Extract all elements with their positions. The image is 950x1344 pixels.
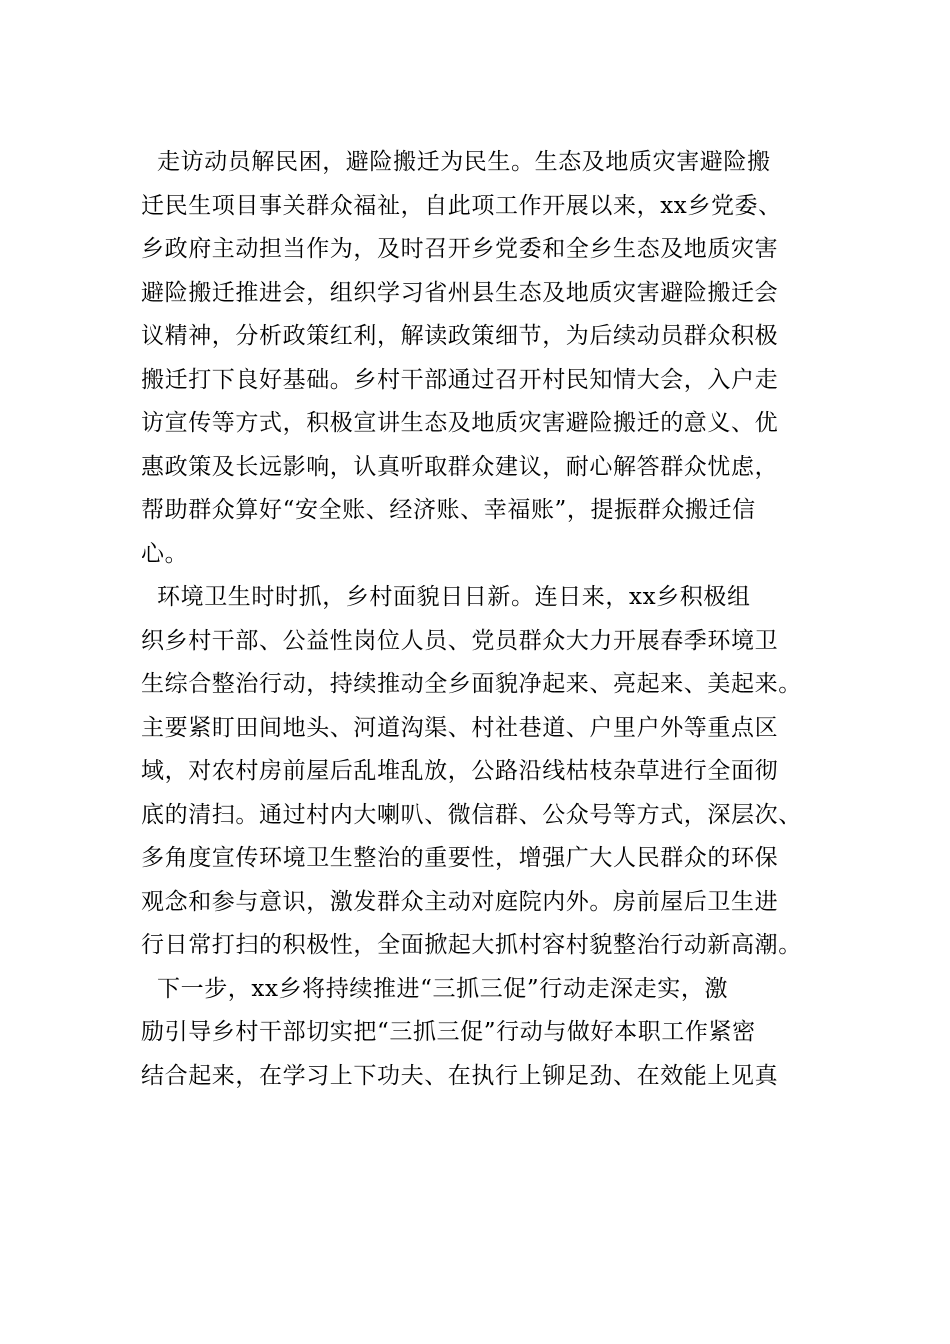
paragraph-relocation [141, 141, 841, 576]
paragraph-line: 访宣传等方式，积极宣讲生态及地质灾害避险搬迁的意义、优 [141, 410, 779, 436]
paragraph-next-steps [141, 968, 841, 1099]
paragraph-line: 乡政府主动担当作为，及时召开乡党委和全乡生态及地质灾害 [141, 236, 779, 262]
paragraph-line: 结合起来，在学习上下功夫、在执行上铆足劲、在效能上见真 [141, 1062, 779, 1089]
paragraph-line: 搬迁打下良好基础。乡村干部通过召开村民知情大会，入户走 [141, 366, 779, 393]
paragraph-line: 底的清扫。通过村内大喇叭、微信群、公众号等方式，深层次、 [141, 801, 802, 828]
paragraph-line: 生综合整治行动，持续推动全乡面貌净起来、亮起来、美起来。 [141, 671, 802, 697]
paragraph-line: 走访动员解民困，避险搬迁为民生。生态及地质灾害避险搬 [157, 149, 771, 175]
paragraph-line: 行日常打扫的积极性，全面掀起大抓村容村貌整治行动新高潮。 [141, 932, 802, 958]
paragraph-line: 避险搬迁推进会，组织学习省州县生态及地质灾害避险搬迁会 [141, 279, 779, 306]
paragraph-line: 迁民生项目事关群众福祉，自此项工作开展以来，xx乡党委、 [141, 192, 782, 219]
paragraph-line: 环境卫生时时抓，乡村面貌日日新。连日来，xx乡积极组 [157, 584, 751, 610]
paragraph-line: 观念和参与意识，激发群众主动对庭院内外。房前屋后卫生进 [141, 888, 779, 915]
paragraph-line: 下一步，xx乡将持续推进“三抓三促”行动走深走实，激 [157, 975, 729, 1002]
paragraph-line: 惠政策及长远影响，认真听取群众建议，耐心解答群众忧虑， [141, 453, 779, 480]
paragraph-line: 多角度宣传环境卫生整治的重要性，增强广大人民群众的环保 [141, 845, 779, 871]
paragraph-environment [141, 576, 841, 968]
paragraph-line: 帮助群众算好“安全账、经济账、幸福账”，提振群众搬迁信 [141, 497, 756, 523]
paragraph-line: 域，对农村房前屋后乱堆乱放，公路沿线枯枝杂草进行全面彻 [141, 758, 779, 784]
paragraph-line: 主要紧盯田间地头、河道沟渠、村社巷道、户里户外等重点区 [141, 714, 779, 741]
paragraph-line: 议精神，分析政策红利，解读政策细节，为后续动员群众积极 [141, 323, 779, 349]
paragraph-line: 心。 [141, 540, 189, 567]
document-body [141, 141, 841, 1098]
paragraph-line: 励引导乡村干部切实把“三抓三促”行动与做好本职工作紧密 [141, 1019, 756, 1045]
paragraph-line: 织乡村干部、公益性岗位人员、党员群众大力开展春季环境卫 [141, 627, 779, 654]
